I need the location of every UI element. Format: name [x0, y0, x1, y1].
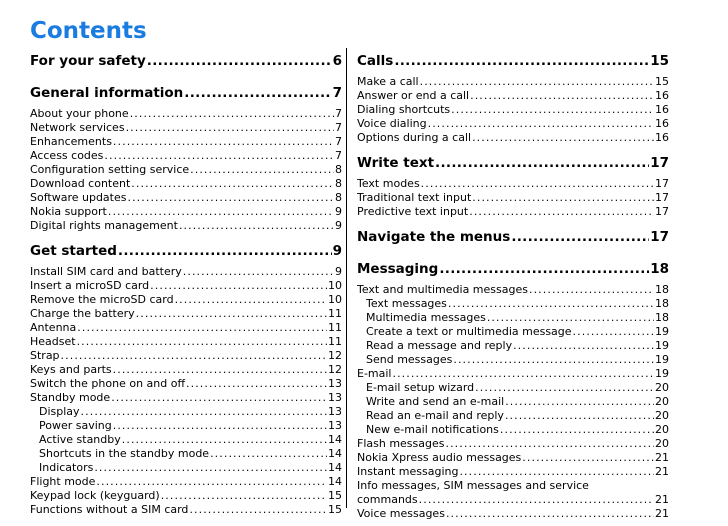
- toc-entry-label: Traditional text input: [357, 191, 472, 204]
- toc-entry-label: Text modes: [357, 177, 420, 190]
- toc-entry[interactable]: [357, 465, 669, 479]
- toc-entry[interactable]: [30, 349, 342, 363]
- toc-entry[interactable]: [357, 325, 669, 339]
- toc-entry[interactable]: [357, 75, 669, 89]
- toc-entry[interactable]: [30, 279, 342, 293]
- dot-leader: [420, 75, 654, 89]
- toc-page-number: 19: [655, 325, 669, 338]
- toc-entry[interactable]: [30, 405, 342, 419]
- toc-entry-label: Configuration setting service: [30, 163, 190, 176]
- toc-column-left: [30, 48, 342, 517]
- toc-entry-label: Predictive text input: [357, 205, 469, 218]
- toc-page-number: 20: [655, 409, 669, 422]
- toc-entry-label: Charge the battery: [30, 307, 135, 320]
- toc-entry-label: Navigate the menus: [357, 229, 511, 245]
- toc-entry-label: Create a text or multimedia message: [366, 325, 572, 338]
- toc-page-number: 15: [650, 53, 669, 69]
- toc-entry-label: For your safety: [30, 53, 146, 69]
- toc-section-heading[interactable]: [30, 80, 342, 107]
- toc-page-number: 19: [655, 353, 669, 366]
- dot-leader: [505, 395, 654, 409]
- toc-page-number: 17: [650, 155, 669, 171]
- toc-section-heading[interactable]: [357, 150, 669, 177]
- toc-entry[interactable]: [357, 297, 669, 311]
- toc-entry-label: commands: [357, 493, 418, 506]
- toc-entry[interactable]: [357, 311, 669, 325]
- toc-page-number: 7: [332, 85, 342, 101]
- toc-entry-label: Voice messages: [357, 507, 445, 520]
- dot-leader: [500, 423, 654, 437]
- dot-leader: [446, 507, 654, 521]
- toc-entry-label: Power saving: [39, 419, 112, 432]
- toc-entry-label: Write and send an e-mail: [366, 395, 505, 408]
- toc-page-number: 20: [655, 381, 669, 394]
- toc-entry-label: Read an e-mail and reply: [366, 409, 504, 422]
- toc-entry[interactable]: [30, 489, 342, 503]
- toc-entry[interactable]: [357, 283, 669, 297]
- toc-entry-label: Text and multimedia messages: [357, 283, 528, 296]
- toc-page-number: 20: [655, 423, 669, 436]
- toc-entry-label: Multimedia messages: [366, 311, 486, 324]
- dot-leader: [487, 311, 654, 325]
- dot-leader: [147, 48, 332, 75]
- toc-page-number: 16: [655, 103, 669, 116]
- toc-page-number: 7: [335, 107, 342, 120]
- dot-leader: [113, 363, 327, 377]
- dot-leader: [439, 256, 649, 283]
- toc-page-number: 15: [655, 75, 669, 88]
- toc-page-number: 19: [655, 367, 669, 380]
- toc-page-number: 7: [335, 135, 342, 148]
- dot-leader: [183, 265, 334, 279]
- toc-entry-label: E-mail: [357, 367, 392, 380]
- toc-entry[interactable]: [30, 177, 342, 191]
- toc-entry-label: Strap: [30, 349, 60, 362]
- toc-page-number: 9: [335, 219, 342, 232]
- toc-page-number: 20: [655, 395, 669, 408]
- toc-entry[interactable]: [357, 409, 669, 423]
- dot-leader: [522, 451, 654, 465]
- dot-leader: [453, 353, 654, 367]
- toc-entry[interactable]: [357, 451, 669, 465]
- dot-leader: [210, 447, 327, 461]
- toc-section-heading[interactable]: [30, 48, 342, 75]
- toc-page-number: 16: [655, 117, 669, 130]
- dot-leader: [393, 367, 655, 381]
- toc-entry-label: E-mail setup wizard: [366, 381, 475, 394]
- dot-leader: [511, 224, 649, 251]
- toc-entry-label: Network services: [30, 121, 125, 134]
- toc-entry-label: Keypad lock (keyguard): [30, 489, 160, 502]
- dot-leader: [469, 205, 654, 219]
- dot-leader: [190, 163, 334, 177]
- toc-entry-label: Access codes: [30, 149, 104, 162]
- toc-page-number: 14: [328, 447, 342, 460]
- dot-leader: [131, 177, 334, 191]
- toc-page-number: 9: [332, 243, 342, 259]
- toc-page-number: 16: [655, 131, 669, 144]
- toc-page-number: 6: [332, 53, 342, 69]
- toc-entry-label: New e-mail notifications: [366, 423, 499, 436]
- dot-leader: [179, 219, 334, 233]
- toc-page-number: 9: [335, 205, 342, 218]
- dot-leader: [126, 121, 334, 135]
- toc-page-number: 14: [328, 461, 342, 474]
- toc-page-number: 13: [328, 419, 342, 432]
- dot-leader: [175, 293, 327, 307]
- toc-page-number: 15: [328, 489, 342, 502]
- toc-entry-label: Download content: [30, 177, 131, 190]
- toc-entry-label: Standby mode: [30, 391, 111, 404]
- toc-section-heading[interactable]: [357, 48, 669, 75]
- toc-entry[interactable]: [30, 219, 342, 233]
- toc-entry[interactable]: [30, 335, 342, 349]
- toc-entry[interactable]: [30, 205, 342, 219]
- toc-entry-label: General information: [30, 85, 184, 101]
- toc-page-number: 12: [328, 349, 342, 362]
- toc-section-heading[interactable]: [357, 224, 669, 251]
- dot-leader: [108, 205, 334, 219]
- toc-entry-label: Antenna: [30, 321, 77, 334]
- dot-leader: [127, 191, 334, 205]
- dot-leader: [111, 391, 327, 405]
- toc-entry-label: Voice dialing: [357, 117, 427, 130]
- toc-entry[interactable]: [357, 339, 669, 353]
- toc-page-number: 21: [655, 493, 669, 506]
- dot-leader: [451, 103, 654, 117]
- toc-entry-label: Flight mode: [30, 475, 96, 488]
- toc-entry-label: Flash messages: [357, 437, 445, 450]
- toc-page-number: 13: [328, 391, 342, 404]
- dot-leader: [446, 437, 655, 451]
- dot-leader: [118, 238, 332, 265]
- toc-entry-label: Options during a call: [357, 131, 472, 144]
- toc-page-number: 18: [655, 283, 669, 296]
- dot-leader: [428, 117, 654, 131]
- toc-entry-label: Shortcuts in the standby mode: [39, 447, 210, 460]
- toc-entry[interactable]: [357, 381, 669, 395]
- toc-entry-label: Answer or end a call: [357, 89, 470, 102]
- toc-page-number: 17: [655, 205, 669, 218]
- dot-leader: [419, 493, 654, 507]
- toc-page-number: 17: [655, 191, 669, 204]
- toc-entry[interactable]: [30, 461, 342, 475]
- toc-entry-label: Text messages: [366, 297, 447, 310]
- toc-page-number: 21: [655, 465, 669, 478]
- toc-entry[interactable]: [30, 475, 342, 489]
- toc-entry-label: Headset: [30, 335, 76, 348]
- toc-entry[interactable]: [30, 447, 342, 461]
- toc-section-heading[interactable]: [357, 256, 669, 283]
- toc-entry[interactable]: [30, 107, 342, 121]
- toc-entry-label: Nokia Xpress audio messages: [357, 451, 522, 464]
- toc-page-number: 21: [655, 451, 669, 464]
- toc-entry-label: Write text: [357, 155, 435, 171]
- toc-page-number: 17: [650, 229, 669, 245]
- toc-entry-label: Info messages, SIM messages and service: [357, 479, 589, 492]
- dot-leader: [470, 89, 654, 103]
- toc-entry[interactable]: [30, 191, 342, 205]
- dot-leader: [94, 461, 327, 475]
- dot-leader: [96, 475, 327, 489]
- toc-entry-label: Software updates: [30, 191, 127, 204]
- dot-leader: [61, 349, 327, 363]
- toc-page-number: 8: [335, 163, 342, 176]
- dot-leader: [81, 405, 327, 419]
- toc-entry[interactable]: [30, 363, 342, 377]
- toc-entry[interactable]: [357, 103, 669, 117]
- dot-leader: [472, 131, 654, 145]
- toc-page-number: 11: [328, 321, 342, 334]
- toc-entry[interactable]: [30, 149, 342, 163]
- toc-page-number: 16: [655, 89, 669, 102]
- dot-leader: [189, 503, 327, 517]
- dot-leader: [136, 307, 327, 321]
- toc-entry-label: Nokia support: [30, 205, 107, 218]
- toc-page-number: 8: [335, 191, 342, 204]
- dot-leader: [150, 279, 327, 293]
- toc-entry[interactable]: [30, 321, 342, 335]
- toc-entry-label: Insert a microSD card: [30, 279, 150, 292]
- toc-entry[interactable]: [30, 503, 342, 517]
- toc-page-number: 18: [650, 261, 669, 277]
- dot-leader: [459, 465, 654, 479]
- toc-entry[interactable]: [30, 419, 342, 433]
- toc-entry-label: Indicators: [39, 461, 94, 474]
- page-title: Contents: [30, 18, 147, 44]
- toc-entry[interactable]: [357, 205, 669, 219]
- toc-entry-label: Install SIM card and battery: [30, 265, 182, 278]
- toc-page-number: 19: [655, 339, 669, 352]
- toc-page-number: 14: [328, 433, 342, 446]
- toc-entry-label: Display: [39, 405, 80, 418]
- toc-entry-label: Digital rights management: [30, 219, 178, 232]
- dot-leader: [435, 150, 649, 177]
- dot-leader: [529, 283, 654, 297]
- toc-entry-label: Remove the microSD card: [30, 293, 174, 306]
- toc-page-number: 10: [328, 293, 342, 306]
- toc-page-number: 9: [335, 265, 342, 278]
- toc-entry[interactable]: [30, 307, 342, 321]
- toc-entry-label: Calls: [357, 53, 394, 69]
- toc-entry-label: Get started: [30, 243, 117, 259]
- dot-leader: [113, 135, 334, 149]
- toc-page-number: 20: [655, 437, 669, 450]
- dot-leader: [573, 325, 654, 339]
- toc-entry-label: Read a message and reply: [366, 339, 513, 352]
- toc-page-number: 13: [328, 405, 342, 418]
- dot-leader: [505, 409, 654, 423]
- dot-leader: [513, 339, 654, 353]
- toc-entry[interactable]: [357, 177, 669, 191]
- toc-entry[interactable]: [30, 163, 342, 177]
- dot-leader: [161, 489, 327, 503]
- dot-leader: [472, 191, 654, 205]
- toc-entry[interactable]: [357, 367, 669, 381]
- dot-leader: [394, 48, 649, 75]
- toc-entry[interactable]: [30, 391, 342, 405]
- toc-entry-label: Instant messaging: [357, 465, 459, 478]
- toc-page-number: 18: [655, 297, 669, 310]
- toc-entry-label: Enhancements: [30, 135, 112, 148]
- dot-leader: [184, 80, 331, 107]
- toc-entry[interactable]: [30, 135, 342, 149]
- column-divider: [346, 48, 347, 508]
- dot-leader: [475, 381, 654, 395]
- toc-entry[interactable]: [30, 121, 342, 135]
- toc-entry[interactable]: [357, 89, 669, 103]
- dot-leader: [122, 433, 327, 447]
- toc-entry-label: Functions without a SIM card: [30, 503, 189, 516]
- dot-leader: [77, 321, 327, 335]
- toc-entry[interactable]: [357, 479, 669, 507]
- toc-page-number: 7: [335, 149, 342, 162]
- toc-entry[interactable]: [357, 117, 669, 131]
- toc-entry-label: About your phone: [30, 107, 129, 120]
- toc-page-number: 18: [655, 311, 669, 324]
- toc-entry[interactable]: [357, 395, 669, 409]
- toc-entry[interactable]: [357, 507, 669, 521]
- toc-entry-label: Send messages: [366, 353, 453, 366]
- dot-leader: [77, 335, 327, 349]
- toc-column-right: [357, 48, 669, 521]
- dot-leader: [113, 419, 327, 433]
- toc-page-number: 8: [335, 177, 342, 190]
- toc-page-number: 12: [328, 363, 342, 376]
- toc-entry-label: Messaging: [357, 261, 439, 277]
- toc-entry-row: [357, 493, 669, 507]
- toc-page-number: 15: [328, 503, 342, 516]
- toc-page-number: 11: [328, 335, 342, 348]
- toc-page-number: 17: [655, 177, 669, 190]
- toc-page-number: 21: [655, 507, 669, 520]
- toc-entry[interactable]: [357, 191, 669, 205]
- toc-section-heading[interactable]: [30, 238, 342, 265]
- toc-entry-label: Make a call: [357, 75, 419, 88]
- toc-entry-label: Dialing shortcuts: [357, 103, 451, 116]
- toc-entry[interactable]: [30, 377, 342, 391]
- toc-entry[interactable]: [357, 437, 669, 451]
- dot-leader: [104, 149, 334, 163]
- toc-entry[interactable]: [357, 353, 669, 367]
- toc-page-number: 11: [328, 307, 342, 320]
- toc-entry-label: Keys and parts: [30, 363, 112, 376]
- toc-entry[interactable]: [357, 423, 669, 437]
- dot-leader: [186, 377, 327, 391]
- dot-leader: [130, 107, 334, 121]
- dot-leader: [421, 177, 654, 191]
- toc-entry[interactable]: [30, 433, 342, 447]
- toc-entry-label: Active standby: [39, 433, 121, 446]
- toc-page-number: 13: [328, 377, 342, 390]
- dot-leader: [448, 297, 654, 311]
- toc-entry[interactable]: [30, 293, 342, 307]
- toc-page-number: 10: [328, 279, 342, 292]
- toc-entry[interactable]: [357, 131, 669, 145]
- toc-page-number: 7: [335, 121, 342, 134]
- toc-page-number: 14: [328, 475, 342, 488]
- toc-entry-label: Switch the phone on and off: [30, 377, 186, 390]
- toc-entry[interactable]: [30, 265, 342, 279]
